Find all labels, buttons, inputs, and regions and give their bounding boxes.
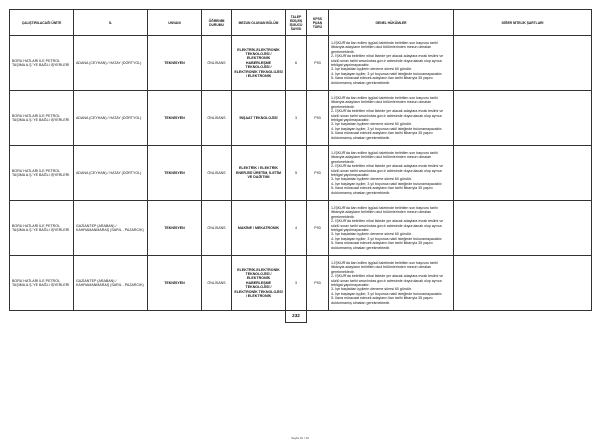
rule-item: 4- İşe başlayan işçiler, 3 yıl boyunca nakil isteğinde bulunamayacaktır. bbox=[331, 181, 443, 186]
table-row bbox=[10, 146, 592, 201]
cell-count: 6 bbox=[286, 36, 307, 91]
cell-general-rules bbox=[329, 36, 454, 91]
cell-department: MAKİNE / MEKATRONİK bbox=[232, 201, 286, 256]
header-other-requirements: DİĞER NİTELİK ŞARTLARI bbox=[454, 10, 592, 36]
rule-item: 4- İşe başlayan işçiler, 3 yıl boyunca nakil isteğinde bulunamayacaktır. bbox=[331, 291, 443, 296]
cell-other-requirements bbox=[454, 36, 592, 91]
rule-item: 2- İŞKUR'da belirtilen nihai listede yer alacak adaylara evrak teslimi ve sözlü sınav tarihi www.botas.gov.tr adresinde duyurulacak olup ayrıca tebligat yapılmayacaktır. bbox=[331, 109, 444, 122]
rule-item: 4- İşe başlayan işçiler, 3 yıl boyunca nakil isteğinde bulunamayacaktır. bbox=[331, 126, 443, 131]
total-spacer bbox=[10, 311, 286, 323]
table-row bbox=[10, 91, 592, 146]
cell-place: BORU HATLARI İLE PETROL TAŞIMA A.Ş.'YE BAĞLI İŞYERLERİ bbox=[10, 36, 74, 91]
table-header-row bbox=[10, 10, 592, 36]
rule-item: 2- İŞKUR'da belirtilen nihai listede yer alacak adaylara evrak teslimi ve sözlü sınav tarihi www.botas.gov.tr adresinde duyurulacak olup ayrıca tebligat yapılmayacaktır. bbox=[331, 54, 444, 67]
table-row bbox=[10, 36, 592, 91]
cell-city: ADANA (CEYHAN) / HATAY (DÖRTYOL) bbox=[74, 91, 148, 146]
cell-title: TEKNİSYEN bbox=[148, 146, 202, 201]
header-department: MEZUN OLUNAN BÖLÜM bbox=[232, 10, 286, 36]
cell-kpss: P93 bbox=[307, 201, 329, 256]
cell-place: BORU HATLARI İLE PETROL TAŞIMA A.Ş.'YE BAĞLI İŞYERLERİ bbox=[10, 256, 74, 311]
table-row bbox=[10, 201, 592, 256]
cell-general-rules bbox=[329, 256, 454, 311]
rule-item: 5- İlana müracaat edecek adayların ilan tarihi itibarıyla 35 yaşını doldurmamış olmaları gerekmektedir. bbox=[331, 186, 433, 195]
rule-item: 5- İlana müracaat edecek adayların ilan tarihi itibarıyla 35 yaşını doldurmamış olmaları gerekmektedir. bbox=[331, 131, 433, 140]
rule-item: 4- İşe başlayan işçiler, 3 yıl boyunca nakil isteğinde bulunamayacaktır. bbox=[331, 236, 443, 241]
cell-other-requirements bbox=[454, 146, 592, 201]
cell-city: GAZİANTEP (ARABAN) / KAHRAMANMARAŞ (SARIL - PAZARCIK) bbox=[74, 201, 148, 256]
rule-item: 3- İşe başlatılan işçilerin deneme süresi 60 gündür. bbox=[331, 287, 412, 292]
cell-department: ELEKTRİK-ELEKTRONİK TEKNOLOJİSİ / ELEKTRONİK HABERLEŞME TEKNOLOJİSİ / ELEKTRONİK TEKNOLOJİSİ / ELEKTRONİK bbox=[232, 256, 286, 311]
total-count: 232 bbox=[286, 311, 307, 323]
table-row bbox=[10, 256, 592, 311]
header-education: ÖĞRENİM DURUMU bbox=[202, 10, 232, 36]
rule-item: 5- İlana müracaat edecek adayların ilan tarihi itibarıyla 35 yaşını doldurmamış olmaları gerekmektedir. bbox=[331, 241, 433, 250]
rule-item: 3- İşe başlatılan işçilerin deneme süresi 60 gündür. bbox=[331, 122, 412, 127]
cell-other-requirements bbox=[454, 256, 592, 311]
rule-item: 1-İŞKUR'da ilan edilen işgücü talebinde belirtilen son başvuru tarihi itibarıyla adayların belirtilen okul bölümlerinden mezun olmaları gerekmektedir. bbox=[331, 205, 438, 219]
cell-count: 4 bbox=[286, 201, 307, 256]
cell-title: TEKNİSYEN bbox=[148, 36, 202, 91]
cell-title: TEKNİSYEN bbox=[148, 201, 202, 256]
cell-city: ADANA (CEYHAN) / HATAY (DÖRTYOL) bbox=[74, 36, 148, 91]
header-general-rules: GENEL HÜKÜMLER bbox=[329, 10, 454, 36]
header-city: İL bbox=[74, 10, 148, 36]
rule-item: 2- İŞKUR'da belirtilen nihai listede yer alacak adaylara evrak teslimi ve sözlü sınav tarihi www.botas.gov.tr adresinde duyurulacak olup ayrıca tebligat yapılmayacaktır. bbox=[331, 274, 444, 287]
cell-other-requirements bbox=[454, 201, 592, 256]
cell-count: 5 bbox=[286, 146, 307, 201]
cell-department: ELEKTRİK-ELEKTRONİK TEKNOLOJİSİ / ELEKTRONİK HABERLEŞME TEKNOLOJİSİ / ELEKTRONİK TEKNOLOJİSİ / ELEKTRONİK bbox=[232, 36, 286, 91]
job-requirements-table bbox=[9, 9, 592, 323]
header-kpss: KPSS PUAN TÜRÜ bbox=[307, 10, 329, 36]
cell-place: BORU HATLARI İLE PETROL TAŞIMA A.Ş.'YE BAĞLI İŞYERLERİ bbox=[10, 201, 74, 256]
cell-kpss: P93 bbox=[307, 256, 329, 311]
cell-place: BORU HATLARI İLE PETROL TAŞIMA A.Ş.'YE BAĞLI İŞYERLERİ bbox=[10, 146, 74, 201]
cell-general-rules bbox=[329, 146, 454, 201]
cell-title: TEKNİSYEN bbox=[148, 91, 202, 146]
cell-city: GAZİANTEP (ARABAN) / KAHRAMANMARAŞ (SARIL - PAZARCIK) bbox=[74, 256, 148, 311]
cell-general-rules bbox=[329, 91, 454, 146]
cell-general-rules bbox=[329, 201, 454, 256]
header-count: TALEP EDİLEN İŞGÜCÜ SAYISI bbox=[286, 10, 307, 36]
rule-item: 3- İşe başlatılan işçilerin deneme süresi 60 gündür. bbox=[331, 177, 412, 182]
cell-count: 3 bbox=[286, 91, 307, 146]
total-row bbox=[10, 311, 592, 323]
cell-kpss: P93 bbox=[307, 91, 329, 146]
cell-education: ÖNLİSANS bbox=[202, 91, 232, 146]
document-page bbox=[9, 9, 591, 323]
cell-education: ÖNLİSANS bbox=[202, 146, 232, 201]
cell-kpss: P93 bbox=[307, 146, 329, 201]
cell-kpss: P93 bbox=[307, 36, 329, 91]
rule-item: 1-İŞKUR'da ilan edilen işgücü talebinde belirtilen son başvuru tarihi itibarıyla adayların belirtilen okul bölümlerinden mezun olmaları gerekmektedir. bbox=[331, 150, 438, 164]
header-place: ÇALIŞTIRILACAĞI ÜNİTE bbox=[10, 10, 74, 36]
cell-city: ADANA (CEYHAN) / HATAY (DÖRTYOL) bbox=[74, 146, 148, 201]
rule-item: 3- İşe başlatılan işçilerin deneme süresi 60 gündür. bbox=[331, 232, 412, 237]
cell-place: BORU HATLARI İLE PETROL TAŞIMA A.Ş.'YE BAĞLI İŞYERLERİ bbox=[10, 91, 74, 146]
cell-education: ÖNLİSANS bbox=[202, 201, 232, 256]
rule-item: 5- İlana müracaat edecek adayların ilan tarihi itibarıyla 35 yaşını doldurmamış olmaları gerekmektedir. bbox=[331, 76, 433, 85]
rule-item: 1-İŞKUR'da ilan edilen işgücü talebinde belirtilen son başvuru tarihi itibarıyla adayların belirtilen okul bölümlerinden mezun olmaları gerekmektedir. bbox=[331, 40, 438, 54]
cell-title: TEKNİSYEN bbox=[148, 256, 202, 311]
total-spacer-right bbox=[307, 311, 592, 323]
rule-item: 2- İŞKUR'da belirtilen nihai listede yer alacak adaylara evrak teslimi ve sözlü sınav tarihi www.botas.gov.tr adresinde duyurulacak olup ayrıca tebligat yapılmayacaktır. bbox=[331, 164, 444, 177]
rule-item: 1-İŞKUR'da ilan edilen işgücü talebinde belirtilen son başvuru tarihi itibarıyla adayların belirtilen okul bölümlerinden mezun olmaları gerekmektedir. bbox=[331, 95, 438, 109]
cell-education: ÖNLİSANS bbox=[202, 36, 232, 91]
page-footer: Sayfa 10 / 10 bbox=[291, 436, 309, 440]
cell-department: İNŞAAT TEKNOLOJİSİ bbox=[232, 91, 286, 146]
cell-education: ÖNLİSANS bbox=[202, 256, 232, 311]
cell-department: ELEKTRİK / ELEKTRİK ENERJİSİ ÜRETİM, İLETİM VE DAĞITIMI bbox=[232, 146, 286, 201]
cell-count: 3 bbox=[286, 256, 307, 311]
rule-item: 4- İşe başlayan işçiler, 3 yıl boyunca nakil isteğinde bulunamayacaktır. bbox=[331, 71, 443, 76]
rule-item: 5- İlana müracaat edecek adayların ilan tarihi itibarıyla 35 yaşını doldurmamış olmaları gerekmektedir. bbox=[331, 296, 433, 305]
rule-item: 1-İŞKUR'da ilan edilen işgücü talebinde belirtilen son başvuru tarihi itibarıyla adayların belirtilen okul bölümlerinden mezun olmaları gerekmektedir. bbox=[331, 260, 438, 274]
rule-item: 3- İşe başlatılan işçilerin deneme süresi 60 gündür. bbox=[331, 67, 412, 72]
rule-item: 2- İŞKUR'da belirtilen nihai listede yer alacak adaylara evrak teslimi ve sözlü sınav tarihi www.botas.gov.tr adresinde duyurulacak olup ayrıca tebligat yapılmayacaktır. bbox=[331, 219, 444, 232]
header-title: UNVANI bbox=[148, 10, 202, 36]
cell-other-requirements bbox=[454, 91, 592, 146]
